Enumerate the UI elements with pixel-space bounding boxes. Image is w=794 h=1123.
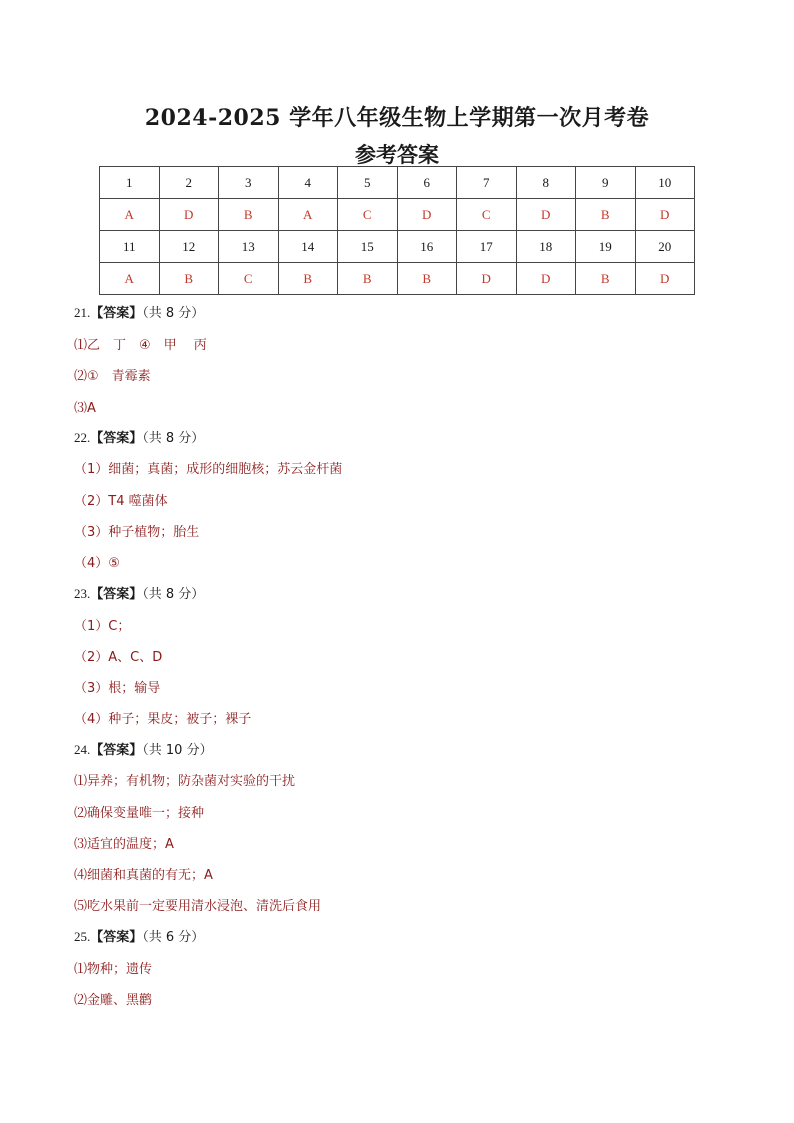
- answer-line: ⑵确保变量唯一；接种: [74, 806, 205, 821]
- table-cell: B: [219, 199, 279, 231]
- table-cell: 11: [100, 231, 160, 263]
- table-cell: 5: [338, 167, 398, 199]
- answer-line: ⑷细菌和真菌的有无；A: [74, 868, 213, 883]
- score-label: （共 8 分）: [142, 306, 205, 321]
- table-cell: 9: [576, 167, 636, 199]
- table-cell: 2: [159, 167, 219, 199]
- answer-line: （4）种子；果皮；被子；裸子: [74, 712, 252, 727]
- table-cell: 4: [278, 167, 338, 199]
- answer-line: （1）C；: [74, 619, 131, 634]
- question-number: 21.: [74, 305, 91, 320]
- score-label: （共 6 分）: [142, 930, 205, 945]
- answer-line: （2）T4 噬菌体: [74, 494, 168, 509]
- table-cell: B: [576, 263, 636, 295]
- table-cell: 8: [516, 167, 576, 199]
- question-heading: [74, 926, 204, 945]
- answer-line: ⑸吃水果前一定要用清水浸泡、清洗后食用: [74, 899, 322, 914]
- table-cell: 7: [457, 167, 517, 199]
- answer-tag: 【答案】: [90, 587, 143, 602]
- table-row: [100, 167, 695, 199]
- table-cell: 6: [397, 167, 457, 199]
- table-cell: 20: [635, 231, 695, 263]
- answer-line: ⑴物种；遗传: [74, 962, 153, 977]
- table-cell: A: [100, 199, 160, 231]
- answer-line: ⑶适宜的温度；A: [74, 837, 174, 852]
- table-cell: B: [338, 263, 398, 295]
- page-subtitle: 参考答案: [355, 143, 439, 167]
- answer-line: （3）种子植物；胎生: [74, 525, 200, 540]
- answer-line: ⑵① 青霉素: [74, 369, 151, 384]
- table-cell: D: [457, 263, 517, 295]
- question-heading: [74, 739, 213, 758]
- table-cell: B: [576, 199, 636, 231]
- table-cell: D: [516, 263, 576, 295]
- answer-line: ⑴乙 丁 ④ 甲 丙: [74, 338, 207, 353]
- table-cell: D: [159, 199, 219, 231]
- table-cell: D: [635, 199, 695, 231]
- answer-line: （1）细菌；真菌；成形的细胞核；苏云金杆菌: [74, 462, 343, 477]
- table-cell: C: [219, 263, 279, 295]
- answer-line: ⑶A: [74, 401, 96, 416]
- answer-tag: 【答案】: [90, 306, 143, 321]
- table-cell: B: [397, 263, 457, 295]
- table-cell: 13: [219, 231, 279, 263]
- table-cell: A: [100, 263, 160, 295]
- table-cell: D: [397, 199, 457, 231]
- question-number: 24.: [74, 742, 91, 757]
- answer-line: （3）根；输导: [74, 681, 161, 696]
- question-heading: [74, 302, 204, 321]
- answer-table: [99, 166, 695, 295]
- table-cell: C: [338, 199, 398, 231]
- answer-tag: 【答案】: [90, 431, 143, 446]
- answer-line: （2）A、C、D: [74, 650, 163, 665]
- table-cell: 1: [100, 167, 160, 199]
- score-label: （共 8 分）: [142, 431, 205, 446]
- table-cell: 15: [338, 231, 398, 263]
- score-label: （共 10 分）: [142, 743, 213, 758]
- table-row: [100, 231, 695, 263]
- table-cell: 19: [576, 231, 636, 263]
- answer-line: ⑵金雕、黑鹳: [74, 993, 153, 1008]
- score-label: （共 8 分）: [142, 587, 205, 602]
- question-number: 25.: [74, 929, 91, 944]
- table-cell: A: [278, 199, 338, 231]
- table-cell: 17: [457, 231, 517, 263]
- answer-line: （4）⑤: [74, 556, 120, 571]
- question-heading: [74, 427, 204, 446]
- table-cell: C: [457, 199, 517, 231]
- table-cell: B: [278, 263, 338, 295]
- question-heading: [74, 583, 204, 602]
- question-number: 22.: [74, 430, 91, 445]
- table-cell: 3: [219, 167, 279, 199]
- answer-line: ⑴异养；有机物；防杂菌对实验的干扰: [74, 774, 296, 789]
- answer-tag: 【答案】: [90, 743, 143, 758]
- table-cell: 10: [635, 167, 695, 199]
- table-cell: 16: [397, 231, 457, 263]
- table-cell: 12: [159, 231, 219, 263]
- table-cell: D: [516, 199, 576, 231]
- table-cell: D: [635, 263, 695, 295]
- page-title: 2024-2025 学年八年级生物上学期第一次月考卷: [144, 105, 650, 131]
- table-cell: 14: [278, 231, 338, 263]
- table-cell: 18: [516, 231, 576, 263]
- question-number: 23.: [74, 586, 91, 601]
- answer-tag: 【答案】: [90, 930, 143, 945]
- table-row: [100, 199, 695, 231]
- table-cell: B: [159, 263, 219, 295]
- table-row: [100, 263, 695, 295]
